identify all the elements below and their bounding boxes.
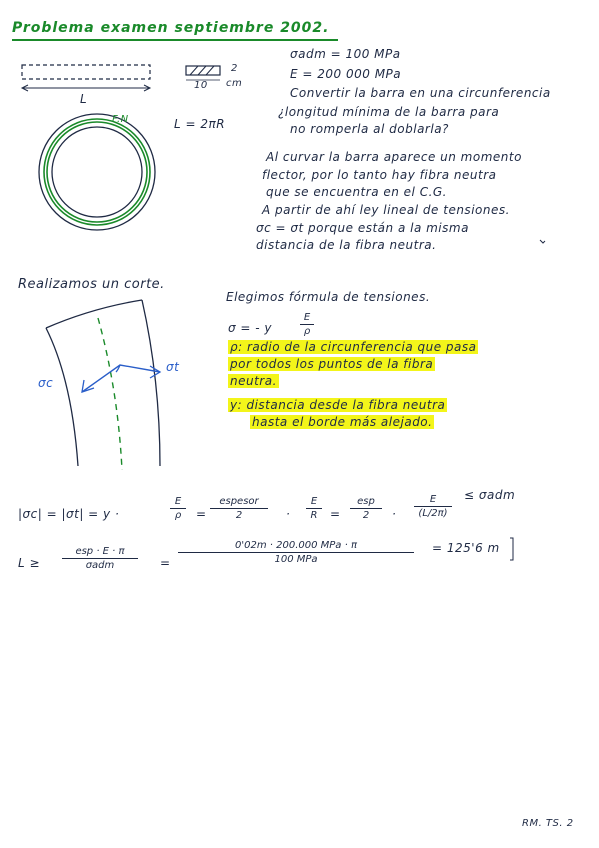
- eq2-frac-1: esp · E · π σadm: [62, 546, 138, 571]
- result-value: = 125'6 m: [432, 541, 500, 555]
- eq2-frac-2: 0'02m · 200.000 MPa · π 100 MPa: [178, 540, 414, 565]
- explain-line-5: σc = σt porque están a la misma: [256, 221, 469, 235]
- stress-fraction: E ρ: [300, 312, 314, 337]
- y-definition-2: hasta el borde más alejado.: [252, 415, 433, 429]
- question-line-1: Convertir la barra en una circunferencia: [290, 86, 551, 100]
- eq1-frac-3: E R: [306, 496, 322, 521]
- sigma-t-label: σt: [166, 360, 180, 374]
- equation-1-rhs: ≤ σadm: [464, 488, 516, 502]
- eq2-eq: =: [160, 556, 171, 570]
- explain-line-6: distancia de la fibra neutra.: [256, 238, 437, 252]
- section-title: Realizamos un corte.: [18, 277, 165, 292]
- eq1-frac-2: espesor 2: [210, 496, 268, 521]
- explain-line-3: que se encuentra en el C.G.: [266, 185, 447, 199]
- neutral-fiber-label: F.N: [112, 114, 129, 125]
- equation-1-lhs: |σc| = |σt| = y ·: [18, 507, 120, 521]
- eq1-dot-2: ·: [392, 507, 397, 521]
- formula-choice: Elegimos fórmula de tensiones.: [226, 290, 431, 304]
- page-title: Problema examen septiembre 2002.: [12, 20, 330, 36]
- young-modulus: E = 200 000 MPa: [290, 67, 402, 81]
- section-unit-label: cm: [226, 78, 243, 89]
- section-width-label: 10: [194, 80, 208, 91]
- beam-section: [46, 300, 160, 470]
- question-line-2: ¿longitud mínima de la barra para: [278, 105, 500, 119]
- equation-2-lhs: L ≥: [18, 556, 41, 570]
- question-line-3: no romperla al doblarla?: [290, 122, 449, 136]
- circumference-formula: L = 2πR: [174, 117, 226, 131]
- eq1-eq-2: =: [330, 507, 341, 521]
- explain-line-4: A partir de ahí ley lineal de tensiones.: [262, 203, 510, 217]
- cross-section: [186, 66, 220, 80]
- eq1-frac-4: esp 2: [350, 496, 382, 521]
- rho-definition-3: neutra.: [230, 374, 277, 388]
- eq1-eq-1: =: [196, 507, 207, 521]
- ring-drawing: [39, 114, 155, 230]
- rho-definition-2: por todos los puntos de la fibra: [230, 357, 434, 371]
- eq1-frac-1: E ρ: [170, 496, 186, 521]
- section-height-label: 2: [231, 63, 238, 74]
- bar-drawing: [22, 65, 150, 91]
- sigma-c-label: σc: [38, 376, 54, 390]
- explain-line-2: flector, por lo tanto hay fibra neutra: [262, 168, 497, 182]
- result-box: [510, 538, 513, 560]
- eq1-frac-5: E (L/2π): [414, 494, 452, 519]
- eq1-dot-1: ·: [286, 507, 291, 521]
- rho-definition-1: ρ: radio de la circunferencia que pasa: [230, 340, 477, 354]
- explain-line-1: Al curvar la barra aparece un momento: [266, 150, 522, 164]
- page-footer: RM. TS. 2: [522, 818, 574, 829]
- bar-length-label: L: [80, 92, 88, 106]
- sigma-adm: σadm = 100 MPa: [290, 47, 401, 61]
- y-definition-1: y: distancia desde la fibra neutra: [230, 398, 446, 412]
- stress-formula: σ = - y: [228, 321, 273, 335]
